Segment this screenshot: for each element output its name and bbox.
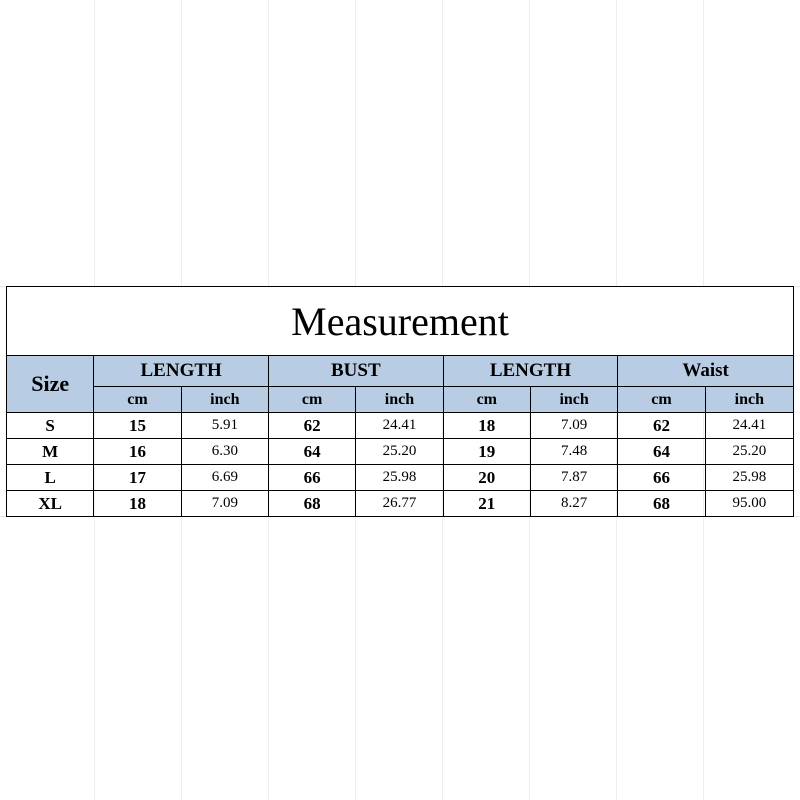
- size-cell: L: [7, 465, 94, 491]
- inch-cell: 5.91: [181, 413, 268, 439]
- cm-cell: 20: [443, 465, 530, 491]
- unit-header: inch: [181, 387, 268, 413]
- inch-cell: 25.20: [705, 439, 793, 465]
- unit-header: inch: [530, 387, 617, 413]
- table-row: [7, 465, 794, 491]
- measurement-table: [6, 286, 794, 517]
- inch-cell: 6.30: [181, 439, 268, 465]
- inch-cell: 25.20: [356, 439, 443, 465]
- cm-cell: 21: [443, 491, 530, 517]
- inch-cell: 7.09: [181, 491, 268, 517]
- cm-cell: 66: [268, 465, 355, 491]
- cm-cell: 18: [443, 413, 530, 439]
- unit-header: cm: [443, 387, 530, 413]
- inch-cell: 95.00: [705, 491, 793, 517]
- unit-header: cm: [94, 387, 181, 413]
- inch-cell: 24.41: [356, 413, 443, 439]
- cm-cell: 64: [618, 439, 705, 465]
- inch-cell: 24.41: [705, 413, 793, 439]
- unit-header: cm: [618, 387, 705, 413]
- cm-cell: 68: [268, 491, 355, 517]
- table-row: [7, 491, 794, 517]
- table-row: [7, 413, 794, 439]
- inch-cell: 7.48: [530, 439, 617, 465]
- inch-cell: 8.27: [530, 491, 617, 517]
- group-header-length: LENGTH: [94, 356, 269, 387]
- size-cell: M: [7, 439, 94, 465]
- size-cell: XL: [7, 491, 94, 517]
- inch-cell: 7.09: [530, 413, 617, 439]
- cm-cell: 66: [618, 465, 705, 491]
- cm-cell: 15: [94, 413, 181, 439]
- unit-header: inch: [705, 387, 793, 413]
- cm-cell: 62: [268, 413, 355, 439]
- table-title: Measurement: [7, 287, 794, 356]
- inch-cell: 7.87: [530, 465, 617, 491]
- unit-header: inch: [356, 387, 443, 413]
- inch-cell: 25.98: [356, 465, 443, 491]
- group-header-length-2: LENGTH: [443, 356, 618, 387]
- size-column-header: Size: [7, 356, 94, 413]
- group-header-bust: BUST: [268, 356, 443, 387]
- cm-cell: 19: [443, 439, 530, 465]
- inch-cell: 26.77: [356, 491, 443, 517]
- cm-cell: 64: [268, 439, 355, 465]
- cm-cell: 17: [94, 465, 181, 491]
- cm-cell: 18: [94, 491, 181, 517]
- inch-cell: 6.69: [181, 465, 268, 491]
- cm-cell: 62: [618, 413, 705, 439]
- table-row: [7, 439, 794, 465]
- size-cell: S: [7, 413, 94, 439]
- inch-cell: 25.98: [705, 465, 793, 491]
- cm-cell: 68: [618, 491, 705, 517]
- group-header-waist: Waist: [618, 356, 794, 387]
- unit-header: cm: [268, 387, 355, 413]
- cm-cell: 16: [94, 439, 181, 465]
